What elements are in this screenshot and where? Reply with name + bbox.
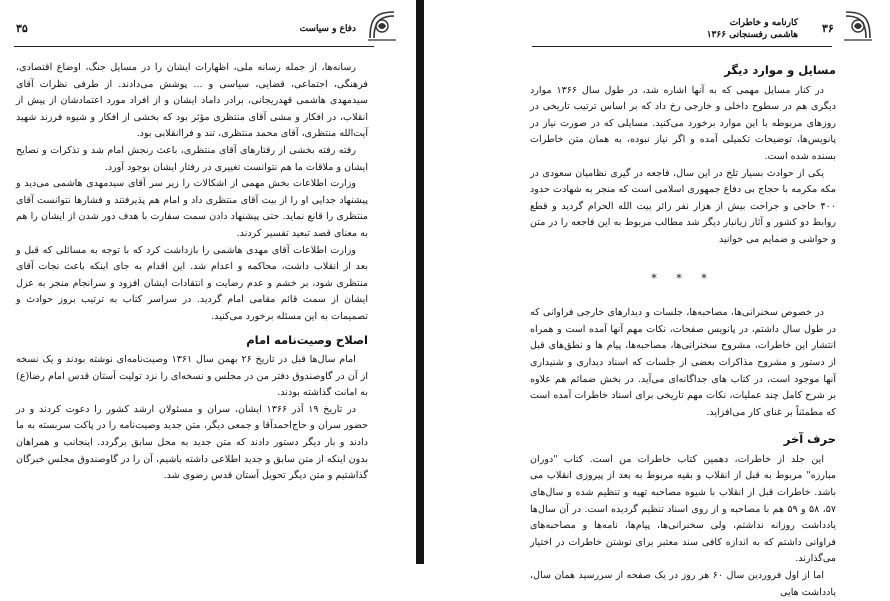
page-number: ۳۵ [16,22,28,35]
corner-ornament-icon [842,8,874,42]
paragraph: وزارت اطلاعات بخش مهمی از اشکالات را زیر سر آقای سیدمهدی هاشمی می‌دید و پیشنهاد جدایی او را از بیت آقای منتظری داد و امام هم پذیرفتند و فشارها نتوانست آقای منتظری را قانع نماید. حتی پیشنهاد دادن سمت سفارت با هدف دور شدن از ایشان را هم به معنای قصد تبعید تفسیر کردند. [16,178,368,239]
left-page-header [0,12,416,46]
paragraph: در تاریخ ۱۹ آذر ۱۳۶۶ ایشان، سران و مسئولان ارشد کشور را دعوت کردند و در حضور سران و حاج‌احمدآقا و جمعی دیگر، متن جدید وصیت‌نامه را در پاکت سربسته به ما دادند و بار دیگر دستور دادند که متن جدید به محل سابق برگردد. اینجانب و همراهان بدون اینکه از متن سابق و جدید اطلاعی داشته باشیم، آن را در گاوصندوق مجلس خبرگان گذاشتیم و متن دیگر تحویل آستان قدس رضوی شد. [16,403,368,482]
corner-ornament-icon [366,8,398,42]
running-head-line1: کارنامه و خاطرات [729,18,798,28]
paragraph: در کنار مسایل مهمی که به آنها اشاره شد، در طول سال ۱۳۶۶ موارد دیگری هم در سطوح داخلی و خارجی رخ داد که بر اساس ترتیب تاریخی در روزهای مربوطه با این موارد برخورد می‌کنید. مسایلی که در صورت نیاز در پانویس‌ها، توضیحات تکمیلی آمده و اگر نیاز نبوده، به همان متن خاطرات بسنده شده است. [530,84,836,162]
running-head-line2: هاشمی رفسنجانی ۱۳۶۶ [706,30,798,40]
paragraph: اما از اول فروردین سال ۶۰ هر روز در یک صفحه از سررسید همان سال، یادداشت هایی [530,570,836,598]
section-title: اصلاح وصیت‌نامه امام [246,332,368,347]
book-spine [416,0,424,564]
right-page-header [424,12,890,46]
page-number: ۳۶ [822,22,834,35]
section-title: حرف آخر [783,432,836,447]
paragraph: رفته رفته بخشی از رفتارهای آقای منتظری، باعث رنجش امام شد و تذکرات و نصایح ایشان و ملاقات ما هم نتوانست تغییری در رفتار ایشان بوجود آورد. [16,144,368,173]
left-page [0,0,416,564]
paragraph: این جلد از خاطرات، دهمین کتاب خاطرات من است. کتاب "دوران مبارزه" مربوط به قبل از انقلاب و بقیه مربوط به بعد از پیروزی انقلاب می باشد. خاطرات قبل از انقلاب با شیوه مصاحبه تهیه و تنظیم شده و سال‌های ۵۷، ۵۸ و ۵۹ هم با مصاحبه و از روی اسناد تنظیم گردیده است. در آن سال‌ها یادداشت روزانه نداشتم، ولی سخنرانی‌ها، پیام‌ها، نامه‌ها و مصاحبه‌های فراوانی داشتم که به اندازه کافی سند معتبر برای نوشتن خاطرات در اختیار می‌گذارند. [530,453,836,565]
section-separator: * * * [651,271,715,285]
paragraph: یکی از حوادث بسیار تلخ در این سال، فاجعه در گیری نظامیان سعودی در مکه مکرمه با حجاج بی دفاع جمهوری اسلامی است که منجر به شهادت حدود ۴۰۰ حاجی و جراحت بیش از هزار نفر زائر بیت الله الحرام گردید و قطع روابط دو کشور و آثار زیانبار دیگر شد مطالب مربوط به این فاجعه را در متن و حواشی و ضمایم می خوانید [530,167,836,245]
header-rule [532,46,832,47]
header-rule [14,46,374,47]
right-page [424,0,890,598]
section-title: مسایل و موارد دیگر [724,63,836,77]
paragraph: در خصوص سخنرانی‌ها، مصاحبه‌ها، جلسات و دیدارهای خارجی فراوانی که در طول سال داشتم، در پانویس صفحات، نکات مهم آنها آمده است و همراه انتشار این خاطرات، مشروح سخنرانی‌ها، مصاحبه‌ها، پیام ها و نطق‌های قبل از دستور و مشروح مذاکرات بعضی از جلسات که اسناد دیداری و شنیداری آنها موجود است، در کتاب های جداگانه‌ای می‌آید. در بخش ضمائم هم علاوه بر شرح کامل چند عملیات، نکات مهم تاریخی برای اسناد خاطرات آمده است که مطمئناً بر غنای کار می‌افزاید. [530,307,836,418]
running-head: دفاع و سیاست [299,24,356,34]
paragraph: وزارت اطلاعات آقای مهدی هاشمی را بازداشت کرد که با توجه به مسائلی که قبل و بعد از انقلاب داشت، محاکمه و اعدام شد. این اقدام به جای اینکه باعث نجات آقای منتظری شود، بر خشم و عدم رضایت و انتقادات ایشان افزود و سرانجام منجر به عزل ایشان از سمت قائم مقامی امام گردید. در سراسر کتاب به ترتیب بروز حوادث و تصمیمات به این مسئله برخورد می‌کنید. [16,244,368,322]
paragraph: رسانه‌ها، از جمله رسانه ملی، اظهارات ایشان را در مسایل جنگ، اوضاع اقتصادی، فرهنگی، اجتماعی، قضایی، سیاسی و ... پوشش می‌دادند. از طرفی نظرات آقای سیدمهدی هاشمی قهدریجانی، برادر داماد ایشان و از افراد مورد اعتمادشان از پیش از انقلاب، در افکار و مشی آقای منتظری مؤثر بود که بخشی از افکار و شیوه فرزند شهید آیت‌الله منتظری، آقای محمد منتظری، تند و فراانقلابی بود. [16,62,368,140]
paragraph: امام سال‌ها قبل در تاریخ ۲۶ بهمن سال ۱۳۶۱ وصیت‌نامه‌ای نوشته بودند و یک نسخه از آن در گاوصندوق دفتر من در مجلس و نسخه‌ای را نزد تولیت آستان قدس امام رضا(ع) به امانت گذاشته بودند. [16,354,368,399]
left-page-body [16,60,368,485]
right-page-body [530,56,836,601]
